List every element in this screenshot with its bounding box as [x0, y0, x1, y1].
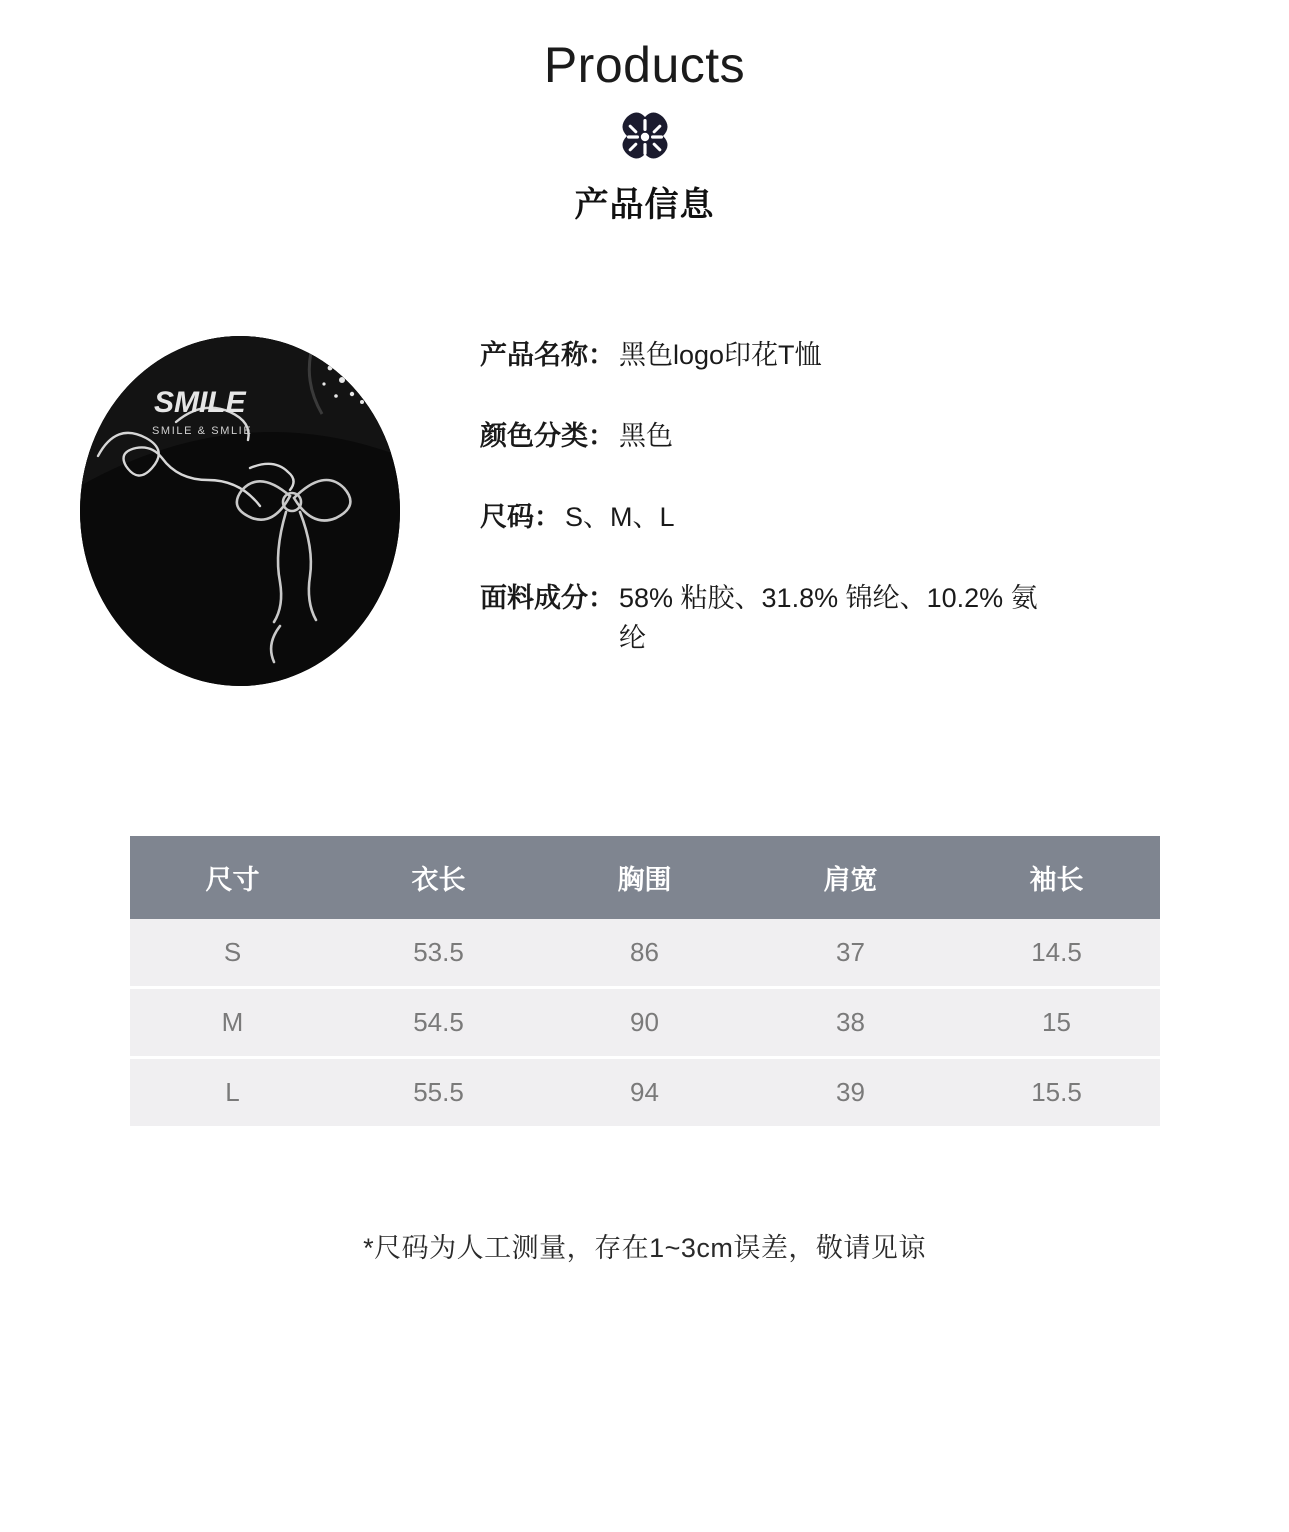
- field-value-color: 黑色: [619, 421, 673, 452]
- table-cell: S: [130, 919, 336, 988]
- field-label-fabric: 面料成分：: [480, 583, 615, 614]
- table-header-cell-shoulder: 肩宽: [748, 836, 954, 919]
- product-field-name: [480, 336, 1179, 375]
- field-label-color: 颜色分类：: [480, 421, 615, 452]
- table-header-row: [130, 836, 1160, 919]
- table-cell: 86: [542, 919, 748, 988]
- table-cell: 15.5: [954, 1058, 1160, 1127]
- page-subtitle: 产品信息: [574, 186, 715, 224]
- table-cell: L: [130, 1058, 336, 1127]
- field-value-size: S、M、L: [565, 502, 675, 533]
- table-header-cell-length: 衣长: [336, 836, 542, 919]
- table-header-cell-bust: 胸围: [542, 836, 748, 919]
- table-cell: 14.5: [954, 919, 1160, 988]
- field-label-size: 尺码：: [480, 502, 561, 533]
- photo-logo-text: SMILE: [154, 386, 246, 419]
- table-row: [130, 1058, 1160, 1127]
- table-cell: 15: [954, 988, 1160, 1058]
- field-label-name: 产品名称：: [480, 340, 615, 370]
- measurement-disclaimer: *尺码为人工测量，存在1~3cm误差，敬请见谅: [363, 1233, 926, 1263]
- table-header-cell-size: 尺寸: [130, 836, 336, 919]
- table-cell: 37: [748, 919, 954, 988]
- table-row: [130, 919, 1160, 988]
- product-photo: [80, 336, 400, 686]
- product-field-size: [480, 498, 1179, 537]
- table-cell: 94: [542, 1058, 748, 1127]
- size-chart-table: [130, 836, 1160, 1126]
- table-cell: 90: [542, 988, 748, 1058]
- table-cell: 39: [748, 1058, 954, 1127]
- floral-ornament-icon: [597, 107, 693, 169]
- table-row: [130, 988, 1160, 1058]
- table-cell: 38: [748, 988, 954, 1058]
- field-value-name: 黑色logo印花T恤: [619, 340, 822, 370]
- product-field-color: [480, 417, 1179, 456]
- photo-logo-subtext: SMILE & SMLIE: [152, 425, 253, 437]
- product-photo-container: [0, 326, 480, 686]
- product-info-section: [0, 326, 1289, 686]
- product-field-fabric: [480, 579, 1179, 657]
- page-title: Products: [543, 37, 746, 93]
- table-header-cell-sleeve: 袖长: [954, 836, 1160, 919]
- table-cell: M: [130, 988, 336, 1058]
- field-value-fabric: 58% 粘胶、31.8% 锦纶、10.2% 氨纶: [619, 583, 1038, 653]
- product-field-list: [480, 326, 1289, 658]
- table-cell: 54.5: [336, 988, 542, 1058]
- page-header: [0, 0, 1289, 226]
- table-cell: 55.5: [336, 1058, 542, 1127]
- table-cell: 53.5: [336, 919, 542, 988]
